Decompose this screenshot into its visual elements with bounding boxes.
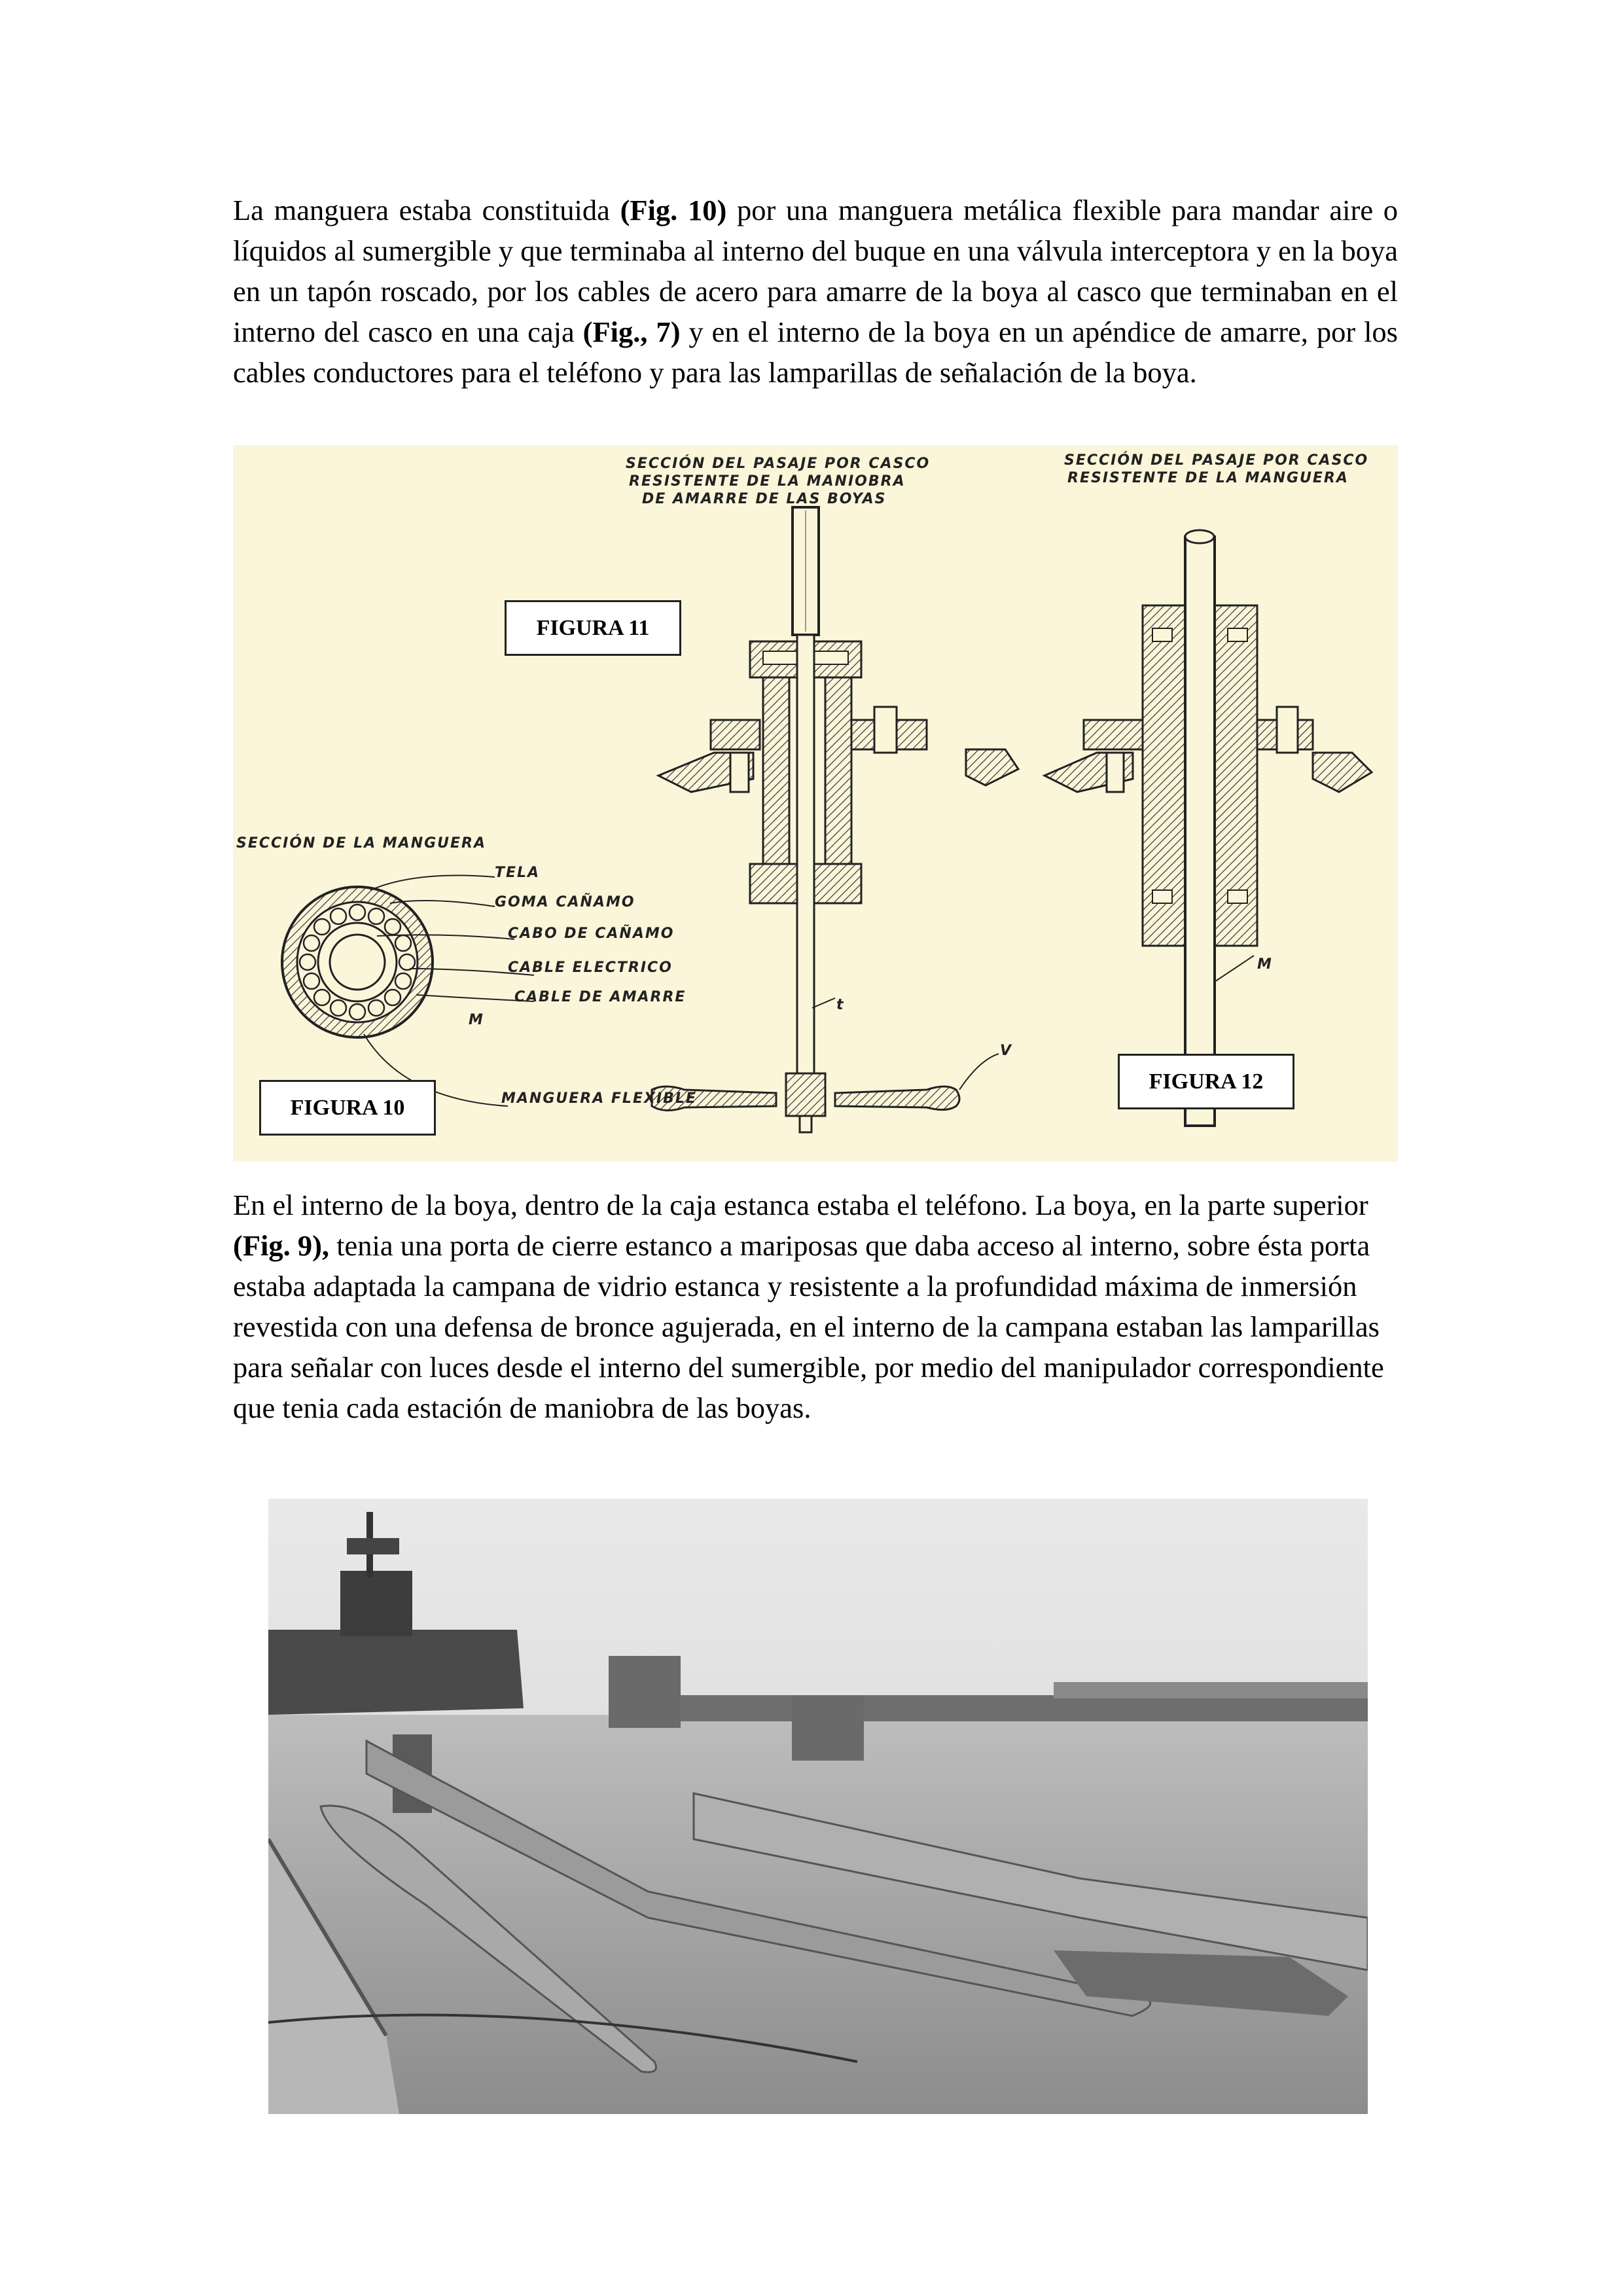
submarines-photo bbox=[268, 1499, 1368, 2114]
p1-text-1: La manguera estaba constituida bbox=[233, 194, 620, 226]
figure-11-label: FIGURA 11 bbox=[505, 600, 681, 656]
fig11-title-line1: SECCIÓN DEL PASAJE POR CASCO bbox=[626, 456, 931, 472]
fig10-label-cable-amarre: CABLE DE AMARRE bbox=[514, 989, 687, 1005]
paragraph-2 bbox=[233, 1185, 1398, 1428]
figure-10-drawing bbox=[236, 834, 697, 1107]
p2-ref-fig9: (Fig. 9), bbox=[233, 1229, 330, 1262]
marker-v: V bbox=[1000, 1043, 1013, 1059]
p1-ref-fig10: (Fig. 10) bbox=[620, 194, 727, 226]
fig10-label-tela: TELA bbox=[495, 865, 541, 881]
marker-m-fig12: M bbox=[1257, 956, 1273, 973]
paragraph-1 bbox=[233, 190, 1398, 393]
p1-ref-fig7: (Fig., 7) bbox=[582, 315, 681, 348]
fig10-label-goma: GOMA CAÑAMO bbox=[495, 894, 635, 910]
fig11-title-line3: DE AMARRE DE LAS BOYAS bbox=[642, 491, 887, 507]
fig10-label-manguera: MANGUERA FLEXIBLE bbox=[501, 1090, 697, 1107]
fig10-title: SECCIÓN DE LA MANGUERA bbox=[236, 835, 487, 852]
fig12-title-line2: RESISTENTE DE LA MANGUERA bbox=[1067, 470, 1349, 486]
fig10-label-cabo: CABO DE CAÑAMO bbox=[508, 925, 675, 942]
fig10-label-cable-electrico: CABLE ELECTRICO bbox=[508, 960, 673, 976]
p1-text-3: y en el interno de la boya en un apéndice de amarre, por los cables conductores para el teléfono y para las lamparillas de señalación de la boya. bbox=[233, 315, 1398, 389]
marker-m-fig10: M bbox=[469, 1012, 484, 1028]
p1-text-2: por una manguera metálica flexible para mandar aire o líquidos al sumergible y que terminaba al interno del buque en una válvula interceptora y en la boya en un tapón roscado, por los cables de acero para amarre de la boya al casco que terminaban en el interno del casco en una caja bbox=[233, 194, 1398, 348]
p2-text-1: En el interno de la boya, dentro de la caja estanca estaba el teléfono. La boya, en la parte superior bbox=[233, 1189, 1368, 1221]
figure-10-label: FIGURA 10 bbox=[259, 1080, 436, 1136]
fig12-title-line1: SECCIÓN DEL PASAJE POR CASCO bbox=[1064, 452, 1369, 469]
figure-12-drawing bbox=[1044, 452, 1372, 1126]
figure-12-label: FIGURA 12 bbox=[1118, 1054, 1294, 1109]
p2-text-2: tenia una porta de cierre estanco a mariposas que daba acceso al interno, sobre ésta porta estaba adaptada la campana de vidrio estanca y resistente a la profundidad máxima de inmersión revestida con una defensa de bronce agujerada, en el interno de la campana estaban las lamparillas para señalar con luces desde el interno del sumergible, por medio del manipulador correspondiente que tenia cada estación de maniobra de las boyas. bbox=[233, 1229, 1384, 1424]
figure-11-drawing bbox=[626, 455, 1018, 1132]
technical-drawings-panel bbox=[233, 445, 1398, 1162]
marker-t: t bbox=[836, 997, 845, 1013]
fig11-title-line2: RESISTENTE DE LA MANIOBRA bbox=[629, 473, 906, 490]
